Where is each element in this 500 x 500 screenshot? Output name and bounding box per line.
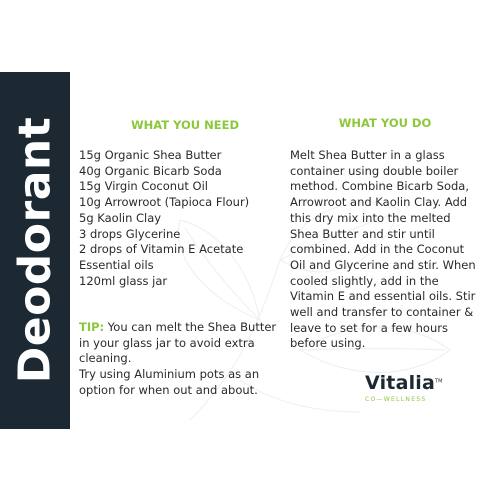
list-item: 120ml glass jar <box>79 273 168 288</box>
method-text: Melt Shea Butter in a glass container using double boiler method. Combine Bicarb Soda, Arrowroot and Kaolin Clay. Add this dry mix into the melted Shea Butter and stir until combined. Add in the Coconut Oil and Glycerine and stir. When cooled slightly, add in the Vitamin E and essential oils. Stir well and transfer to container & leave to set for a few hours before using. <box>290 148 476 351</box>
list-item: 40g Organic Bicarb Soda <box>79 163 222 178</box>
tip-text: You can melt the Shea Butter in your glass jar to avoid extra cleaning. <box>79 320 277 366</box>
list-item: 3 drops Glycerine <box>79 226 181 241</box>
list-item: Essential oils <box>79 257 154 272</box>
list-item: 15g Organic Shea Butter <box>79 148 222 162</box>
side-title: Deodorant <box>9 116 61 384</box>
tip-text-2: Try using Aluminium pots as an option for when out and about. <box>79 367 260 397</box>
tip-block <box>79 320 279 399</box>
what-you-do-heading: WHAT YOU DO <box>338 116 432 130</box>
list-item: 15g Virgin Coconut Oil <box>79 179 208 194</box>
list-item: 10g Arrowroot (Tapioca Flour) <box>79 195 250 210</box>
logo-tm: TM <box>435 378 443 385</box>
logo-tagline: CO—WELLNESS <box>365 396 427 403</box>
list-item: 2 drops of Vitamin E Acetate <box>79 242 244 257</box>
brand-logo <box>365 372 485 412</box>
what-you-need-heading: WHAT YOU NEED <box>130 118 240 132</box>
list-item: 5g Kaolin Clay <box>79 210 162 225</box>
logo-name: Vitalia <box>365 372 436 394</box>
ingredients-list <box>79 148 279 289</box>
tip-label: TIP: <box>79 320 105 334</box>
